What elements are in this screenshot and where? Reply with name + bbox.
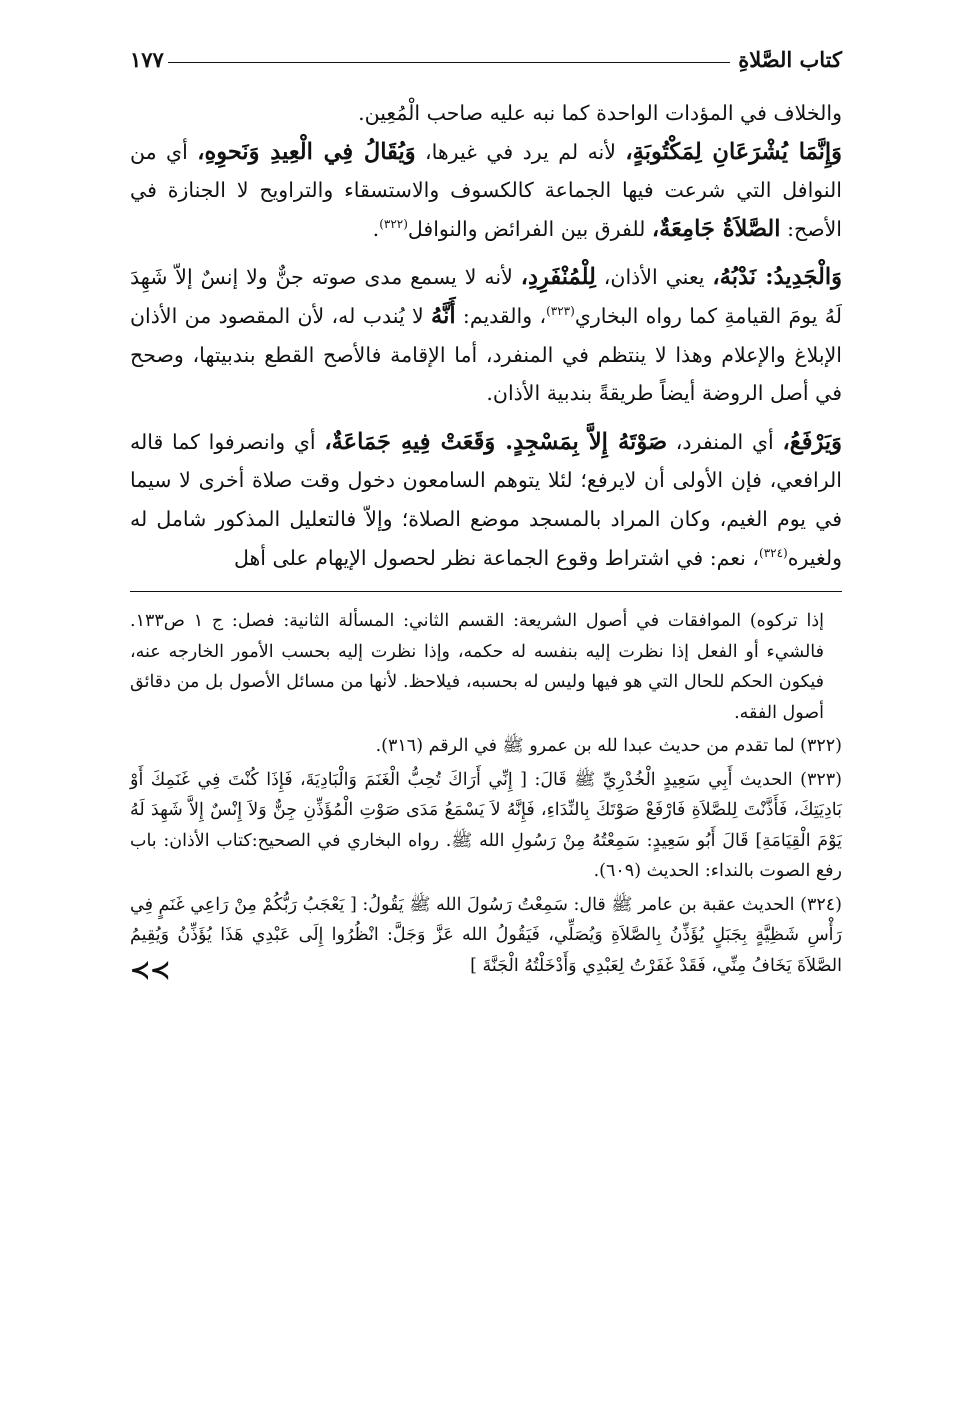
footnote-text: لما تقدم من حديث عبدا لله بن عمرو ﷺ في الرقم (٣١٦). [375, 736, 801, 757]
commentary-text: لأنه لم يرد في غيرها، [415, 139, 626, 164]
footnote-323 [130, 765, 842, 887]
matn-phrase: صَوْتَهُ إِلاَّ بِمَسْجِدٍ. وَقَعَتْ فِيهِ جَمَاعَةٌ، [324, 428, 668, 455]
footnote-continuation-text: إذا تركوه) الموافقات في أصول الشريعة: القسم الثاني: المسألة الثانية: فصل: ج ١ ص١٣٣. فالشيء أو الفعل إذا نظرت إليه بنفسه له حكمه، وإذا نظرت إليه بحسب الأمور الخارجه عنه، فيكون الحكم للحال التي هو فيها وليس له بحسبه، فيلاحظ. لأنها من مسائل الأصول بل من دقائق أصول الفقه. [130, 611, 824, 723]
commentary-text: أي من النوافل التي شرعت فيها الجماعة كالكسوف والاستسقاء والتراويح لا الجنازة في الأصح: [130, 139, 842, 241]
matn-phrase: وَيُقَالُ فِي الْعِيدِ وَنَحوِهِ، [197, 138, 416, 165]
page-number: ١٧٧ [130, 47, 164, 72]
book-page [130, 30, 842, 984]
footnote-continuation [130, 606, 842, 728]
footnote-separator [130, 591, 842, 592]
matn-phrase: أَنَّهُ [431, 302, 456, 329]
matn-phrase: وَإِنَّمَا يُشْرَعَانِ لِمَكْتُوبَةٍ، [625, 138, 842, 165]
matn-phrase: لِلْمُنْفَرِدِ، [520, 264, 596, 291]
footnote-324 [130, 890, 842, 982]
commentary-text: لأنه لا يسمع مدى صوته جنٌّ ولا إنسٌ إلاّ شَهِدَ لَهُ يومَ القيامةِ كما رواه البخاري [130, 265, 843, 328]
footnote-label: (٣٢٣) [800, 769, 842, 790]
footnotes [130, 606, 842, 984]
paragraph-4 [130, 423, 842, 577]
commentary-text: لا يُندب له، لأن المقصود من الأذان الإبلاغ والإعلام وهذا لا ينتظم في المنفرد، أما الإقامة فالأصح القطع بندبيتها، وصحح في أصل الروضة أيضاً طريقةً بندبية الأذان. [130, 303, 842, 406]
running-header [130, 30, 842, 72]
continue-arrow-icon: ≺≺ [130, 954, 171, 984]
commentary-text: ، والقديم: [455, 303, 547, 328]
paragraph-3 [130, 258, 842, 412]
commentary-text: يعني الأذان، [595, 265, 713, 290]
paragraph-1-text: والخلاف في المؤدات الواحدة كما نبه عليه صاحب الْمُعِين. [358, 101, 842, 125]
footnote-label: (٣٢٢) [800, 736, 842, 757]
footnote-ref-322[interactable]: (٣٢٢) [379, 216, 408, 231]
footnote-label: (٣٢٤) [800, 894, 842, 915]
chapter-title: كتاب الصَّلاةِ [738, 47, 842, 72]
footnote-322 [130, 731, 842, 762]
footnote-ref-323[interactable]: (٣٢٣) [546, 304, 575, 319]
matn-phrase: وَالْجَدِيدُ: نَدْبُهُ، [712, 264, 842, 291]
footnote-ref-324[interactable]: (٣٢٤) [759, 545, 788, 560]
matn-phrase: وَيَرْفَعُ، [782, 428, 842, 455]
footnote-text: الحديث عقبة بن عامر ﷺ قال: سَمِعْتُ رَسُولَ الله ﷺ يَقُولُ: [ يَعْجَبُ رَبُّكُمْ مِنْ رَاعِي غَنَمٍ فِي رَأْسِ شَظِيَّةٍ بِجَبَلٍ يُؤَذِّنُ بِالصَّلاَةِ وَيُصَلِّي، فَيَقُولُ الله عَزَّ وَجَلَّ: انْظُرُوا إِلَى عَبْدِي هَذَا يُؤَذِّنُ وَيُقِيمُ الصَّلاَةَ يَخَافُ مِنِّي، فَقَدْ غَفَرْتُ لِعَبْدِي وَأَدْخَلْتُهُ الْجَنَّةَ ] [130, 894, 842, 976]
paragraph-1 [130, 94, 842, 133]
paragraph-2 [130, 133, 842, 249]
footnote-text: الحديث أَبِي سَعِيدٍ الْخُدْرِيِّ ﷺ قَالَ: [ إِنِّي أَرَاكَ تُحِبُّ الْغَنَمَ وَالْبَادِيَةَ، فَإِذَا كُنْتَ فِي غَنَمِكَ أَوْ بَادِيَتِكَ، فَأَذَّنْتَ لِلصَّلاَةِ فَارْفَعْ صَوْتَكَ بِالنِّدَاءِ، فَإِنَّهُ لاَ يَسْمَعُ مَدَى صَوْتِ الْمُؤَذِّنِ جِنٌّ وَلاَ إِنْسٌ إِلاَّ شَهِدَ لَهُ يَوْمَ الْقِيَامَةِ] قَالَ أَبُو سَعِيدٍ: سَمِعْتُهُ مِنْ رَسُولِ الله ﷺ. رواه البخاري في الصحيح:كتاب الأذان: باب رفع الصوت بالنداء: الحديث (٦٠٩). [130, 769, 842, 882]
main-text [130, 94, 842, 577]
commentary-text: . [372, 216, 380, 241]
commentary-text: ، نعم: في اشتراط وقوع الجماعة نظر لحصول الإيهام على أهل [233, 545, 759, 570]
commentary-text: للفرق بين الفرائض والنوافل [407, 216, 652, 241]
matn-phrase: الصَّلاَةُ جَامِعَةٌ، [651, 215, 781, 242]
commentary-text: أي وانصرفوا كما قاله الرافعي، فإن الأولى أن لايرفع؛ لئلا يتوهم السامعون دخول وقت صلاة أخرى لا سيما في يوم الغيم، وكان المراد بالمسجد موضع الصلاة؛ وإلاّ فالتعليل المذكور شامل له ولغيره [130, 429, 842, 570]
commentary-text: أي المنفرد، [667, 429, 783, 454]
header-rule [168, 62, 730, 63]
